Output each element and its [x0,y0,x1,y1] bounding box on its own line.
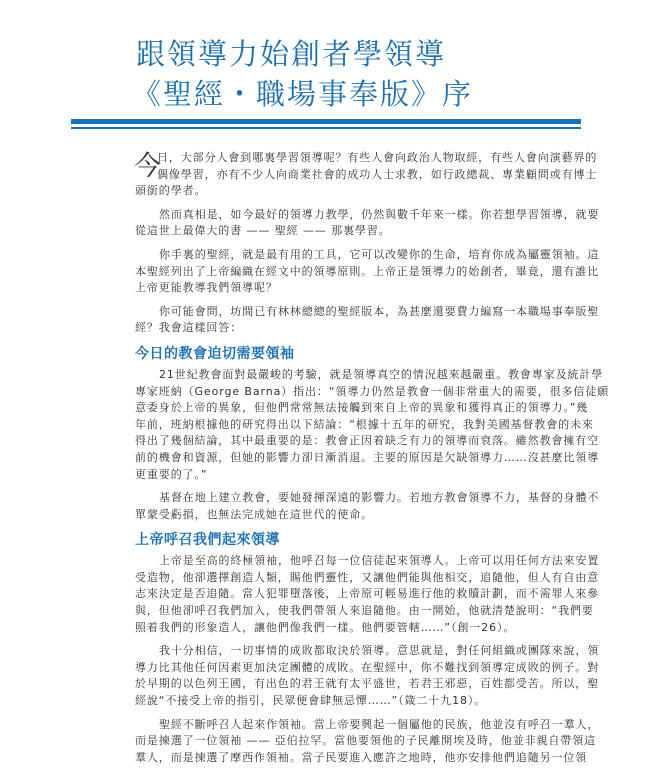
text-line: 更重要的了。” [135,467,208,481]
section-heading-god-calls-us-to-lead: 上帝呼召我們起來領導 [135,532,280,549]
text-line: 經說“不接受上帝的指引，民眾便會肆無忌憚……”（箴二十九18）。 [135,694,487,708]
paragraph-intro-4 [135,304,600,337]
text-line: 上帝更能教導我們領導呢？ [135,281,278,295]
text-line: 志來決定是否追隨。當人犯罪墮落後，上帝原可輕易進行他的救贖計劃，而不需罪人來參 [135,587,600,601]
title-line-1: 跟領導力始創者學領導 [136,37,447,71]
text-line: 你可能會問，坊間已有林林總總的聖經版本，為甚麼還要費力編寫一本職場事奉版聖 [159,304,600,318]
text-line: 照着我們的形象造人，讓他們像我們一樣。他們要管轄……”（創一26）。 [135,620,516,634]
text-line: 我十分相信，一切事情的成敗都取決於領導。意思就是，對任何組織或團隊來說，領 [159,644,600,658]
section-heading-church-needs-leaders: 今日的教會迫切需要領袖 [135,345,295,362]
paragraph-s2-2 [135,643,600,709]
text-line: 從這世上最偉大的書 —— 聖經 —— 那裏學習。 [135,224,391,238]
article-body [134,150,610,773]
paragraph-s1-2 [135,490,600,523]
text-line: 上帝是至高的終極領袖，他呼召每一位信徒起來領導人。上帝可以用任何方法來安置 [159,554,600,568]
text-line: 21世紀教會面對最嚴峻的考驗，就是領導真空的情況越來越嚴重。教會專家及統計學 [159,367,604,381]
text-line: 得出了幾個結論，其中最重要的是：教會正因着缺乏有力的領導而衰落。雖然教會擁有空 [135,434,600,448]
text-line: 年前，班納根據他的研究得出以下結論：“根據十五年的研究，我對美國基督教會的未來 [135,417,594,431]
text-line: 專家班納（George Barna）指出：“領導力仍然是教會一個非常重大的需要，很多信徒願 [135,384,610,398]
title-line-2: 《聖經・職場事奉版》序 [132,77,474,111]
drop-cap: 今 [134,151,161,182]
text-line: 經？我會這樣回答： [135,321,243,335]
text-line: 羣人，而是揀選了摩西作領袖。當子民要進入應許之地時，他亦安排他們追隨另一位領 [135,750,588,764]
text-line: 單蒙受虧損，也無法完成她在這世代的使命。 [135,507,373,521]
text-line: 與，但他卻呼召我們加入，使我們帶領人來追隨他。由一開始，他就清楚說明：“我們要 [135,604,594,618]
paragraph-intro-2 [135,207,600,240]
text-line: 基督在地上建立教會，要她發揮深遠的影響力。若地方教會領導不力，基督的身體不 [159,491,600,505]
text-line: 受造物，他卻選擇創造人類，賜他們靈性，又讓他們能與他相交，追隨他，但人有自由意 [135,570,600,584]
title-rule-thin [71,127,581,129]
paragraph-s2-3 [135,717,600,767]
paragraph-s1-1 [135,367,610,483]
text-line: 聖經不斷呼召人起來作領袖。當上帝要興起一個屬他的民族，他並沒有呼召一羣人， [159,717,600,731]
title-rule-thick [71,119,581,124]
text-line: 前的機會和資源，但她的影響力卻日漸消退。主要的原因是欠缺領導力……沒甚麼比領導 [135,450,600,464]
text-line: 你手裏的聖經，就是最有用的工具，它可以改變你的生命，培育你成為屬靈領袖。這 [159,247,600,261]
text-line: 日，大部分人會到哪裏學習領導呢？有些人會向政治人物取經，有些人會向演藝界的 [157,151,598,164]
text-line: 於早期的以色列王國，有出色的君王就有太平盛世，若君王邪惡，百姓都受苦。所以，聖 [135,677,600,691]
text-line: 偶像學習，亦有不少人向商業社會的成功人士求教，如行政總裁、專業顧問或有博士 [157,167,598,181]
paragraph-intro-1 [134,150,598,200]
text-line: 然而真相是，如今最好的領導力教學，仍然與數千年來一樣。你若想學習領導，就要 [159,207,600,221]
paragraph-s2-1 [135,553,600,636]
text-line: 意委身於上帝的異象，但他們常常無法接觸到來自上帝的異象和獲得真正的領導力。”幾 [135,401,589,415]
text-line: 導力比其他任何因素更加決定團體的成敗。在聖經中，你不難找到領導定成敗的例子。對 [135,660,600,674]
text-line: 本聖經列出了上帝編織在經文中的領導原則。上帝正是領導力的始創者，畢竟，還有誰比 [135,264,600,278]
text-line: 頭銜的學者。 [135,184,207,198]
text-line: 而是揀選了一位領袖 —— 亞伯拉罕。當他要領他的子民離開埃及時，他並非親自帶領這 [135,734,596,748]
paragraph-intro-3 [135,247,600,297]
